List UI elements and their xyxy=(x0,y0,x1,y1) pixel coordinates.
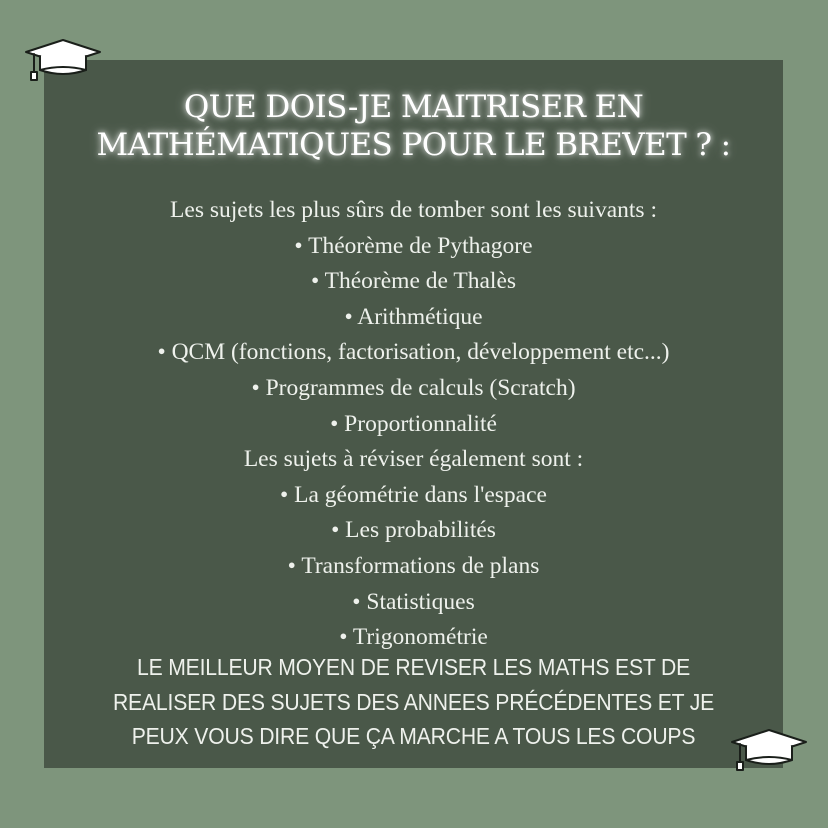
list-item: • Transformations de plans xyxy=(287,552,540,579)
list-item: • Proportionnalité xyxy=(330,410,497,437)
title-line: QUE DOIS-JE MAITRISER EN xyxy=(183,89,644,125)
list-item: • Arithmétique xyxy=(344,303,483,330)
title-line: MATHÉMATIQUES POUR LE BREVET ? : xyxy=(96,127,731,163)
closing-line: PEUX VOUS DIRE QUE ÇA MARCHE A TOUS LES COUPS xyxy=(131,723,696,749)
list-item: • Trigonométrie xyxy=(339,624,488,651)
graduation-cap-icon xyxy=(22,38,104,86)
list-item: • QCM (fonctions, factorisation, développement etc...) xyxy=(157,339,670,366)
list-item: • Les probabilités xyxy=(331,517,496,544)
closing-line: LE MEILLEUR MOYEN DE REVISER LES MATHS EST DE xyxy=(136,654,691,680)
intro-sure-text: Les sujets les plus sûrs de tomber sont les suivants : xyxy=(170,197,657,223)
closing-advice xyxy=(74,650,754,754)
intro-also-text: Les sujets à réviser également sont : xyxy=(243,446,584,473)
topics-list xyxy=(44,193,783,656)
list-item: • Théorème de Pythagore xyxy=(294,232,533,259)
list-item: • Théorème de Thalès xyxy=(310,268,517,295)
list-item: • La géométrie dans l'espace xyxy=(280,481,547,508)
list-item: • Statistiques xyxy=(352,588,475,615)
closing-line: REALISER DES SUJETS DES ANNEES PRÉCÉDENTES ET JE xyxy=(112,688,715,715)
page-title xyxy=(44,88,783,164)
list-item: • Programmes de calculs (Scratch) xyxy=(251,374,576,401)
